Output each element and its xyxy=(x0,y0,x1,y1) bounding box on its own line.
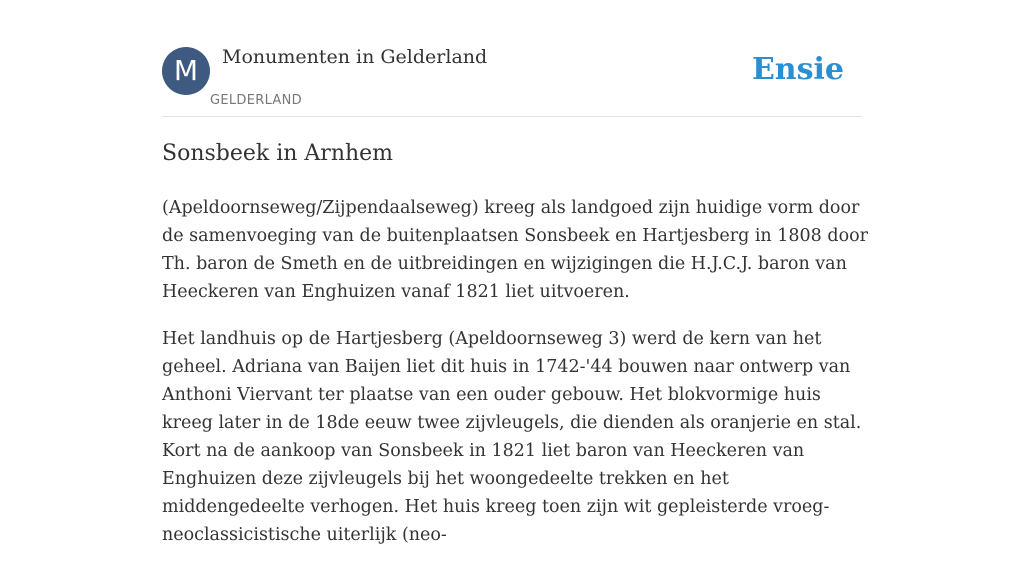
header xyxy=(162,46,862,117)
avatar[interactable]: M xyxy=(162,47,210,95)
article-paragraph: (Apeldoornseweg/Zijpendaalseweg) kreeg als landgoed zijn huidige vorm door de samenvoeging van de buitenplaatsen Sonsbeek en Hartjesberg in 1808 door Th. baron de Smeth en de uitbreidingen en wijzigingen die H.J.C.J. baron van Heeckeren van Enghuizen vanaf 1821 liet uitvoeren. xyxy=(162,198,869,302)
category-label[interactable]: GELDERLAND xyxy=(210,93,302,108)
article xyxy=(162,138,870,568)
article-paragraph: Het landhuis op de Hartjesberg (Apeldoornseweg 3) werd de kern van het geheel. Adriana van Baijen liet dit huis in 1742-'44 bouwen naar ontwerp van Anthoni Viervant ter plaatse van een ouder gebouw. Het blokvormige huis kreeg later in de 18de eeuw twee zijvleugels, die dienden als oranjerie en stal. Kort na de aankoop van Sonsbeek in 1821 liet baron van Heeckeren van Enghuizen deze zijvleugels bij het woongedeelte trekken en het middengedeelte verhogen. Het huis kreeg toen zijn wit gepleisterde vroeg-neoclassicistische uiterlijk (neo- xyxy=(162,329,862,545)
ensie-logo[interactable]: Ensie xyxy=(751,52,844,87)
article-title: Sonsbeek in Arnhem xyxy=(162,141,394,166)
site-title[interactable]: Monumenten in Gelderland xyxy=(222,46,488,68)
